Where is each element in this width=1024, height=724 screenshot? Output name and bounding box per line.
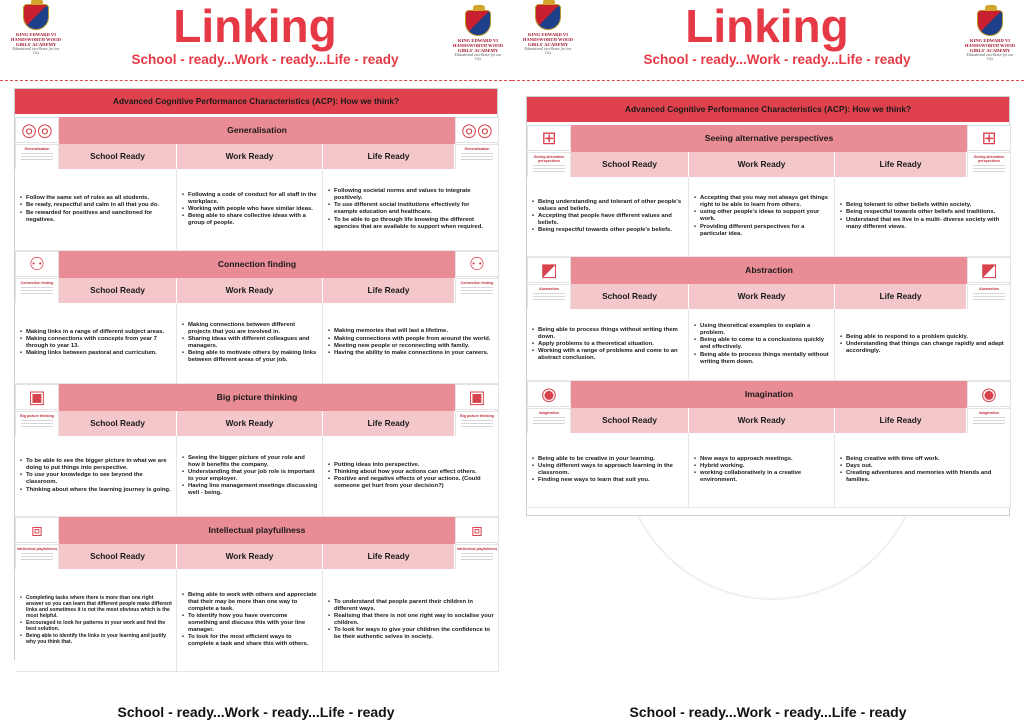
cell-work-ready — [177, 436, 323, 517]
mini-card-title: Big picture thinking — [460, 414, 494, 418]
bullet-item: • Making connections with people from around the world. — [327, 336, 494, 343]
mini-card-thumbnail — [15, 544, 59, 571]
bullet-list — [327, 188, 494, 231]
bullet-list — [19, 329, 172, 358]
bullet-item: • Realising that there is not one right way to socialise your children. — [327, 613, 494, 627]
mini-card-line — [21, 156, 53, 157]
page-footer: School - ready...Work - ready...Life - ready — [629, 704, 907, 720]
mini-card-title: Imagination — [978, 411, 1000, 415]
bullet-item: • To look for the most efficient ways to complete a task and share this with others. — [181, 634, 318, 648]
mind-icon: ◉ — [527, 381, 571, 407]
crest-shield-icon — [23, 4, 49, 30]
column-header: Work Ready — [177, 144, 323, 169]
bullet-list — [19, 595, 172, 646]
bullet-list — [531, 199, 684, 235]
bullet-item: • Making connections with concepts from year 7 through to year 13. — [19, 336, 172, 350]
cell-work-ready — [177, 169, 323, 251]
cell-life-ready — [323, 436, 499, 517]
rings-icon: ◎◎ — [455, 117, 499, 143]
mini-card-line — [461, 423, 493, 424]
bullet-item: • Being able to identify the links in your learning and justify why you think that. — [19, 633, 172, 645]
bullet-item: • Being respectful towards other beliefs and traditions. — [839, 209, 1006, 216]
mini-card-line — [973, 165, 1005, 166]
bullet-list — [327, 599, 494, 642]
school-crest — [10, 4, 62, 55]
bullet-list — [181, 322, 318, 365]
bullet-item: • Putting ideas into perspective. — [327, 462, 494, 469]
shapes-icon: ◩ — [527, 257, 571, 283]
bullet-item: • Making memories that will last a lifetime. — [327, 328, 494, 335]
bullet-list — [531, 456, 684, 485]
school-name: KING EDWARD VI HANDSWORTH WOOD GIRLS' ACADEMY — [452, 38, 504, 53]
mini-card-title: Connection finding — [460, 281, 494, 285]
cell-work-ready — [177, 569, 323, 672]
bullet-item: • Encouraged to look for patterns in your work and find the best solution. — [19, 620, 172, 632]
mini-card-line — [533, 299, 565, 300]
column-header: Work Ready — [177, 278, 323, 303]
mini-card-line — [973, 417, 1005, 418]
section-title: Imagination — [571, 381, 967, 408]
mini-card-thumbnail — [455, 411, 499, 438]
bullet-item: • Understand that we live in a multi- diverse society with many different views. — [839, 217, 1006, 231]
mini-card-thumbnail — [15, 144, 59, 171]
column-header: Life Ready — [323, 544, 455, 569]
mini-card-title: Connection finding — [20, 281, 54, 285]
bullet-list — [327, 462, 494, 491]
bullet-item: • Meeting new people or reconnecting with family. — [327, 343, 494, 350]
column-header: Life Ready — [835, 284, 967, 309]
bullet-list — [839, 456, 1006, 485]
cell-school-ready — [15, 169, 177, 251]
bullet-item: • To look for ways to give your children the confidence to be their authentic selves in society. — [327, 627, 494, 641]
frame-icon: ▣ — [15, 384, 59, 410]
bullet-item: • Thinking about how your actions can effect others. — [327, 469, 494, 476]
crest-shield-icon — [465, 10, 491, 36]
bullet-item: • Creating adventures and memories with friends and families. — [839, 470, 1006, 484]
mini-card-thumbnail — [455, 544, 499, 571]
school-tagline: Educational excellence for our City — [454, 53, 502, 61]
mini-card-title: Generalisation — [24, 147, 50, 151]
bullet-item: • To use different social institutions effectively for example education and healthcare. — [327, 202, 494, 216]
mini-card-line — [21, 559, 53, 560]
mini-card-title: Generalisation — [464, 147, 490, 151]
cell-work-ready — [177, 303, 323, 384]
bullet-item: • Being able to come to a conclusions quickly and effectively. — [693, 337, 830, 351]
mini-card-title: Big picture thinking — [20, 414, 54, 418]
column-header: Life Ready — [323, 278, 455, 303]
cell-school-ready — [527, 309, 689, 381]
acp-sheet — [526, 96, 1010, 516]
column-header: School Ready — [59, 544, 177, 569]
column-header: Work Ready — [689, 408, 835, 433]
bullet-item: • Being able to respond to a problem quickly. — [839, 334, 1006, 341]
mini-card-line — [533, 296, 565, 297]
bullet-item: • Providing different perspectives for a particular idea. — [693, 224, 830, 238]
bullet-item: • To use your knowledge to see beyond the classroom. — [19, 472, 172, 486]
bullet-item: • Working with a range of problems and come to an abstract conclusion. — [531, 348, 684, 362]
column-header: Work Ready — [177, 544, 323, 569]
column-header: Life Ready — [323, 411, 455, 436]
mini-card-line — [461, 293, 493, 294]
bullet-item: • Thinking about where the learning journey is going. — [19, 487, 172, 494]
school-crest — [522, 4, 574, 55]
mini-card-line — [533, 293, 565, 294]
mini-card-line — [533, 423, 565, 424]
bullet-item: • Having line management meetings discussing well - being. — [181, 483, 318, 497]
mini-card-line — [21, 420, 53, 421]
mini-card-line — [461, 553, 493, 554]
cell-work-ready — [689, 309, 835, 381]
cell-life-ready — [835, 433, 1011, 508]
mini-card-line — [21, 287, 53, 288]
bullet-item: • Working with people who have similar ideas. — [181, 206, 318, 213]
school-tagline: Educational excellence for our City — [524, 47, 572, 55]
mini-card-thumbnail — [967, 284, 1011, 311]
mini-card-line — [21, 426, 53, 427]
bullet-item: • Accepting that you may not always get things right to be able to learn from others. — [693, 195, 830, 209]
mini-card-line — [533, 417, 565, 418]
page-title: Linking — [685, 0, 849, 52]
mini-card-line — [21, 159, 53, 160]
bullet-item: • Using different ways to approach learning in the classroom. — [531, 463, 684, 477]
page-title: Linking — [173, 0, 337, 52]
mini-card-line — [21, 153, 53, 154]
bullet-list — [181, 455, 318, 498]
mini-card-title: Seeing alternative perspectives — [533, 155, 565, 163]
bullet-item: • To be able to go through life knowing the different agencies that are available to support when required. — [327, 217, 494, 231]
frame-icon: ▣ — [455, 384, 499, 410]
mini-card-line — [533, 168, 565, 169]
mini-card-line — [973, 168, 1005, 169]
bullet-item: • working collaboratively in a creative environment. — [693, 470, 830, 484]
maze-icon: ⊞ — [967, 125, 1011, 151]
mini-card-title: Intellectual playfullness — [16, 547, 58, 551]
column-header: Life Ready — [323, 144, 455, 169]
mini-card-thumbnail — [455, 144, 499, 171]
bullet-item: • Follow the same set of rules as all students. — [19, 195, 172, 202]
bullet-list — [839, 334, 1006, 356]
mini-card-title: Seeing alternative perspectives — [973, 155, 1005, 163]
bullet-item: • Positive and negative effects of your actions. (Could someone get hurt from your decision?) — [327, 476, 494, 490]
bullet-item: • Hybrid working. — [693, 463, 830, 470]
mini-card-line — [21, 290, 53, 291]
section-title: Intellectual playfullness — [59, 517, 455, 544]
bullet-item: • Being creative with time off work. — [839, 456, 1006, 463]
cell-school-ready — [15, 303, 177, 384]
school-name: KING EDWARD VI HANDSWORTH WOOD GIRLS' ACADEMY — [964, 38, 1016, 53]
page-footer: School - ready...Work - ready...Life - ready — [117, 704, 395, 720]
mini-card-line — [461, 420, 493, 421]
bullet-item: • Making connections between different projects that you are involved in. — [181, 322, 318, 336]
sheet-header: Advanced Cognitive Performance Characteristics (ACP): How we think? — [527, 97, 1009, 122]
bullet-item: • Following societal norms and values to integrate positively. — [327, 188, 494, 202]
bullet-item: • Being able to work with others and appreciate that their may be more than one way to complete a task. — [181, 592, 318, 613]
bullet-item: • Being able to process things without writing them down. — [531, 327, 684, 341]
bullet-item: • Having the ability to make connections in your careers. — [327, 350, 494, 357]
mini-card-line — [21, 556, 53, 557]
cell-school-ready — [15, 436, 177, 517]
column-header: School Ready — [571, 152, 689, 177]
bullet-item: • Being able to process things mentally without writing them down. — [693, 352, 830, 366]
shapes-icon: ◩ — [967, 257, 1011, 283]
divider — [512, 80, 1024, 81]
bullet-item: • Using theoretical examples to explain a problem. — [693, 323, 830, 337]
mini-card-line — [973, 293, 1005, 294]
mini-card-line — [533, 165, 565, 166]
bullet-item: • Being understanding and tolerant of other people's values and beliefs. — [531, 199, 684, 213]
bullet-item: • Seeing the bigger picture of your role and how it benefits the company. — [181, 455, 318, 469]
column-header: School Ready — [59, 411, 177, 436]
bullet-item: • New ways to approach meetings. — [693, 456, 830, 463]
bullet-item: • Finding new ways to learn that suit you. — [531, 477, 684, 484]
bullet-item: • Being able to share collective ideas with a group of people. — [181, 213, 318, 227]
cell-life-ready — [323, 303, 499, 384]
bullet-list — [19, 195, 172, 224]
mini-card-line — [21, 553, 53, 554]
mini-card-line — [21, 423, 53, 424]
right-page — [512, 0, 1024, 724]
cell-work-ready — [689, 177, 835, 257]
mini-card-line — [461, 559, 493, 560]
bullet-item: • Following a code of conduct for all staff in the workplace. — [181, 192, 318, 206]
mini-card-line — [973, 423, 1005, 424]
cell-school-ready — [15, 569, 177, 672]
rings-icon: ◎◎ — [15, 117, 59, 143]
bullet-item: • Accepting that people have different values and beliefs. — [531, 213, 684, 227]
bullet-item: • Making links in a range of different subject areas. — [19, 329, 172, 336]
box-icon: ⧈ — [455, 517, 499, 543]
school-crest — [964, 10, 1016, 61]
bullet-item: • Being able to be creative in your learning. — [531, 456, 684, 463]
mini-card-line — [533, 171, 565, 172]
bullet-item: • Completing tasks where there is more than one right answer so you can learn that different people make different links and sometimes it is not the most obvious which is the most helpful. — [19, 595, 172, 620]
column-header: School Ready — [59, 278, 177, 303]
sheet-header: Advanced Cognitive Performance Characteristics (ACP): How we think? — [15, 89, 497, 114]
cell-school-ready — [527, 177, 689, 257]
mini-card-line — [461, 290, 493, 291]
mini-card-line — [973, 299, 1005, 300]
page-subtitle: School - ready...Work - ready...Life - ready — [131, 52, 399, 67]
bullet-item: • Being able to motivate others by making links between different areas of your job. — [181, 350, 318, 364]
cell-life-ready — [835, 177, 1011, 257]
column-header: Life Ready — [835, 408, 967, 433]
school-tagline: Educational excellence for our City — [12, 47, 60, 55]
school-name: KING EDWARD VI HANDSWORTH WOOD GIRLS' ACADEMY — [10, 32, 62, 47]
section-title: Big picture thinking — [59, 384, 455, 411]
bullet-item: • Sharing ideas with different colleagues and managers. — [181, 336, 318, 350]
bullet-list — [693, 323, 830, 366]
bullet-list — [839, 202, 1006, 231]
mini-card-line — [21, 293, 53, 294]
mini-card-line — [461, 426, 493, 427]
bullet-list — [531, 327, 684, 363]
mini-card-thumbnail — [15, 411, 59, 438]
cell-life-ready — [323, 569, 499, 672]
mini-card-thumbnail — [527, 408, 571, 435]
section-title: Abstraction — [571, 257, 967, 284]
school-name: KING EDWARD VI HANDSWORTH WOOD GIRLS' ACADEMY — [522, 32, 574, 47]
bullet-list — [327, 328, 494, 357]
mini-card-line — [461, 287, 493, 288]
box-icon: ⧈ — [15, 517, 59, 543]
bullet-item: • Making links between pastoral and curriculum. — [19, 350, 172, 357]
mini-card-line — [461, 153, 493, 154]
people-icon: ⚇ — [15, 251, 59, 277]
mini-card-title: Imagination — [538, 411, 560, 415]
cell-work-ready — [689, 433, 835, 508]
bullet-item: • Understanding that things can change rapidly and adapt accordingly. — [839, 341, 1006, 355]
mini-card-title: Abstraction — [539, 287, 559, 291]
bullet-item: • Be rewarded for positives and sanctioned for negatives. — [19, 210, 172, 224]
school-crest — [452, 10, 504, 61]
mini-card-title: Abstraction — [979, 287, 999, 291]
bullet-list — [19, 458, 172, 494]
column-header: Work Ready — [689, 284, 835, 309]
mini-card-line — [973, 171, 1005, 172]
bullet-list — [181, 192, 318, 228]
mini-card-line — [973, 296, 1005, 297]
column-header: Work Ready — [177, 411, 323, 436]
column-header: School Ready — [571, 408, 689, 433]
bullet-list — [181, 592, 318, 649]
mini-card-line — [461, 159, 493, 160]
column-header: School Ready — [59, 144, 177, 169]
column-header: Life Ready — [835, 152, 967, 177]
mini-card-thumbnail — [455, 278, 499, 305]
crest-shield-icon — [977, 10, 1003, 36]
mini-card-thumbnail — [15, 278, 59, 305]
cell-life-ready — [323, 169, 499, 251]
divider — [0, 80, 512, 81]
mini-card-title: Intellectual playfullness — [456, 547, 498, 551]
school-tagline: Educational excellence for our City — [966, 53, 1014, 61]
crest-shield-icon — [535, 4, 561, 30]
bullet-item: • Understanding that your job role is important to your employer. — [181, 469, 318, 483]
maze-icon: ⊞ — [527, 125, 571, 151]
cell-school-ready — [527, 433, 689, 508]
bullet-item: • Apply problems to a theoretical situation. — [531, 341, 684, 348]
bullet-list — [693, 195, 830, 238]
bullet-item: • Days out. — [839, 463, 1006, 470]
section-title: Generalisation — [59, 117, 455, 144]
cell-life-ready — [835, 309, 1011, 381]
bullet-item: • using other people's ideas to support your work. — [693, 209, 830, 223]
bullet-list — [693, 456, 830, 485]
bullet-item: • To understand that people parent their children in different ways. — [327, 599, 494, 613]
mind-icon: ◉ — [967, 381, 1011, 407]
column-header: Work Ready — [689, 152, 835, 177]
acp-sheet — [14, 88, 498, 660]
mini-card-line — [461, 556, 493, 557]
section-title: Connection finding — [59, 251, 455, 278]
people-icon: ⚇ — [455, 251, 499, 277]
mini-card-thumbnail — [527, 152, 571, 179]
bullet-item: • Be ready, respectful and calm in all that you do. — [19, 202, 172, 209]
mini-card-thumbnail — [967, 408, 1011, 435]
bullet-item: • Being tolerant to other beliefs within society. — [839, 202, 1006, 209]
bullet-item: • To identify how you have overcome something and discuss this with your line manager. — [181, 613, 318, 634]
mini-card-line — [973, 420, 1005, 421]
mini-card-thumbnail — [527, 284, 571, 311]
bullet-item: • Being respectful towards other people's beliefs. — [531, 227, 684, 234]
mini-card-line — [533, 420, 565, 421]
mini-card-line — [461, 156, 493, 157]
section-title: Seeing alternative perspectives — [571, 125, 967, 152]
mini-card-thumbnail — [967, 152, 1011, 179]
column-header: School Ready — [571, 284, 689, 309]
bullet-item: • To be able to see the bigger picture in what we are doing to put things into perspective. — [19, 458, 172, 472]
page-subtitle: School - ready...Work - ready...Life - ready — [643, 52, 911, 67]
